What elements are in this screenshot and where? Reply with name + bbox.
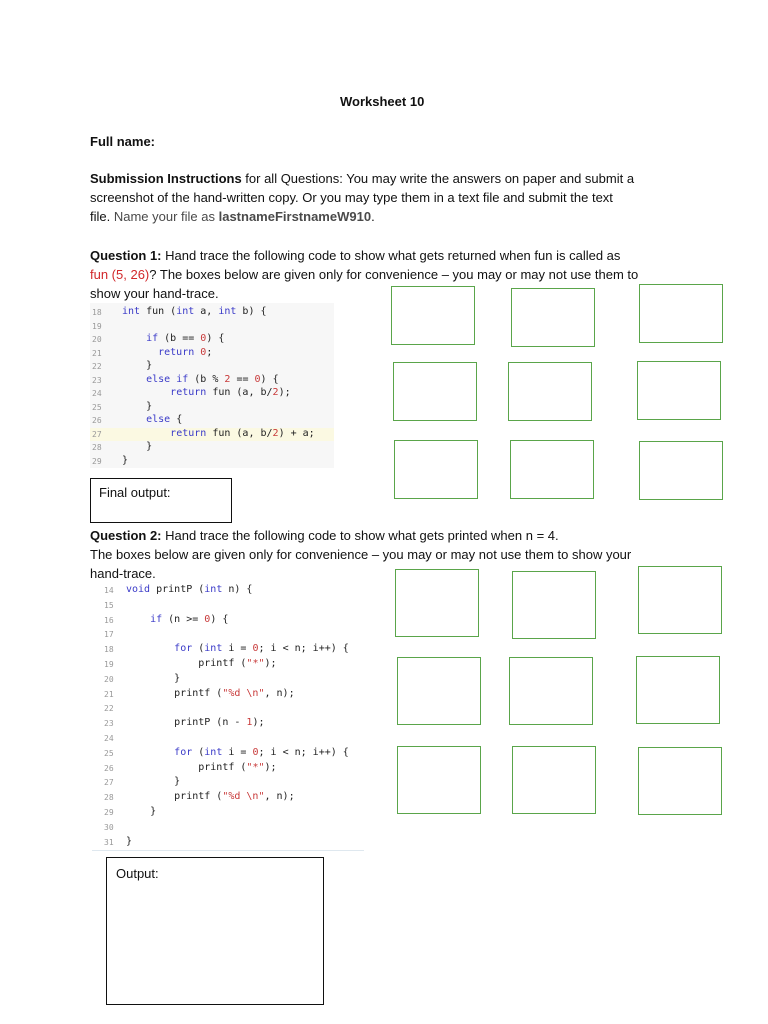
instructions-line2: screenshot of the hand-written copy. Or you may type them in a text file and submit the text	[90, 190, 613, 205]
q1-text2: ? The boxes below are given only for convenience – you may or may not use them to	[149, 267, 639, 282]
code-line	[92, 599, 364, 614]
code-line-number: 22	[92, 362, 102, 371]
code-line-number: 27	[92, 429, 102, 439]
q1-output-label: Final output:	[99, 485, 171, 500]
code-line-text: return 0;	[158, 346, 213, 358]
code-line-text: if (n >= 0) {	[150, 613, 229, 625]
code-line-number: 20	[92, 335, 102, 344]
q1-final-output-box[interactable]	[90, 478, 232, 523]
code-line-text: for (int i = 0; i < n; i++) {	[174, 643, 349, 655]
code-line-text: return fun (a, b/2) + a;	[170, 427, 315, 439]
code-line-text: printf ("%d \n", n);	[126, 687, 295, 699]
code-line	[90, 320, 334, 334]
code-line-number: 24	[104, 734, 114, 743]
code-line-number: 17	[104, 630, 114, 640]
code-line	[92, 673, 364, 688]
code-line-text: printP (n - 1);	[126, 717, 265, 729]
code-line-number: 19	[104, 660, 114, 669]
q2-text3: hand-trace.	[90, 566, 156, 581]
code-line	[90, 374, 334, 388]
code-line	[92, 747, 364, 762]
code-line-text: }	[122, 441, 153, 452]
q1-trace-box[interactable]	[508, 362, 592, 421]
instructions-filename: lastnameFirstnameW910	[218, 209, 372, 224]
code-line-number: 18	[104, 645, 114, 655]
code-line-number: 29	[92, 456, 102, 466]
q1-trace-box[interactable]	[393, 362, 477, 421]
code-line	[90, 414, 334, 428]
code-line	[92, 717, 364, 732]
code-line-text: }	[126, 672, 181, 684]
code-line-number: 29	[104, 808, 114, 817]
code-line	[92, 791, 364, 806]
code-line	[92, 776, 364, 791]
code-line	[90, 306, 334, 320]
code-line-number: 21	[92, 348, 102, 358]
q1-trace-box[interactable]	[639, 284, 723, 343]
q1-trace-box[interactable]	[639, 441, 723, 500]
code-line-text: int fun (int a, int b) {	[122, 306, 267, 317]
code-line-number: 20	[104, 674, 114, 684]
q1-trace-box[interactable]	[391, 286, 475, 345]
code-line-number: 19	[92, 321, 102, 331]
code-line	[92, 658, 364, 673]
code-line	[90, 401, 334, 415]
q2-trace-box[interactable]	[636, 656, 720, 724]
submission-instructions	[90, 169, 730, 226]
code-line-text: for (int i = 0; i < n; i++) {	[174, 746, 349, 758]
q1-trace-box[interactable]	[394, 440, 478, 499]
code-line	[90, 333, 334, 347]
code-line-text: printf ("%d \n", n);	[126, 791, 295, 803]
code-line	[92, 614, 364, 629]
code-line-number: 14	[104, 586, 114, 595]
code-line-text: else if (b % 2 == 0) {	[146, 373, 279, 385]
code-line-number: 28	[104, 793, 114, 803]
code-line-text: }	[126, 806, 157, 817]
code-line-number: 25	[104, 748, 114, 758]
code-line-number: 23	[92, 375, 102, 385]
q2-code-block	[92, 583, 364, 851]
code-line	[90, 347, 334, 361]
code-line	[92, 732, 364, 747]
instructions-line3-start: file.	[90, 209, 114, 224]
code-line-text: return fun (a, b/2);	[170, 387, 291, 398]
code-line-text: }	[126, 835, 133, 847]
code-line	[92, 584, 364, 599]
code-line	[92, 628, 364, 643]
code-line-text: }	[122, 360, 153, 371]
code-line-number: 30	[104, 822, 114, 832]
full-name-label: Full name:	[90, 134, 156, 149]
code-line-number: 24	[92, 389, 102, 398]
q2-text2: The boxes below are given only for convenience – you may or may not use them to show your	[90, 547, 632, 562]
code-line-text: }	[122, 400, 153, 412]
code-line-text: if (b == 0) {	[146, 333, 225, 344]
q1-text3: show your hand-trace.	[90, 286, 219, 301]
code-line-number: 16	[104, 615, 114, 625]
q1-code-block	[90, 303, 334, 468]
code-line-text: void printP (int n) {	[126, 584, 253, 595]
code-line-text: else {	[146, 414, 183, 425]
code-line-number: 26	[92, 416, 102, 425]
instructions-line1: for all Questions: You may write the answers on paper and submit a	[241, 171, 635, 186]
code-line-number: 28	[92, 443, 102, 452]
q2-trace-box[interactable]	[512, 746, 596, 814]
q1-call: fun (5, 26)	[90, 267, 150, 282]
q2-trace-box[interactable]	[638, 566, 722, 634]
code-line	[92, 688, 364, 703]
code-line-text: printf ("*");	[126, 761, 277, 773]
code-line-number: 18	[92, 308, 102, 317]
code-line	[90, 455, 334, 469]
q2-trace-box[interactable]	[397, 746, 481, 814]
code-line	[92, 702, 364, 717]
code-line-number: 27	[104, 778, 114, 788]
q1-text1: Hand trace the following code to show what gets returned when fun is called as	[161, 248, 621, 263]
code-line	[92, 836, 364, 851]
q2-trace-box[interactable]	[638, 747, 722, 815]
code-line	[92, 806, 364, 821]
q2-trace-box[interactable]	[512, 571, 596, 639]
q1-trace-box[interactable]	[511, 288, 595, 347]
code-line-number: 26	[104, 763, 114, 773]
code-line-number: 15	[104, 600, 114, 610]
code-line-number: 31	[104, 837, 114, 847]
code-line-number: 25	[92, 402, 102, 412]
instructions-lead: Submission Instructions	[90, 171, 242, 186]
q2-trace-box[interactable]	[395, 569, 479, 637]
code-line	[90, 387, 334, 401]
code-line-number: 21	[104, 689, 114, 699]
instructions-line3-name: Name your file as	[113, 209, 219, 224]
code-line	[92, 821, 364, 836]
q1-trace-box[interactable]	[637, 361, 721, 420]
q2-trace-box[interactable]	[397, 657, 481, 725]
q2-label: Question 2:	[90, 528, 162, 543]
q1-label: Question 1:	[90, 248, 162, 263]
code-line	[92, 762, 364, 777]
page-title: Worksheet 10	[340, 94, 425, 109]
code-line	[90, 428, 334, 442]
q2-trace-box[interactable]	[509, 657, 593, 725]
code-line-number: 22	[104, 704, 114, 714]
q2-output-label: Output:	[116, 866, 159, 881]
q1-trace-box[interactable]	[510, 440, 594, 499]
q2-text1: Hand trace the following code to show what gets printed when n = 4.	[161, 528, 559, 543]
instructions-line3-end: .	[371, 209, 375, 224]
code-line	[90, 360, 334, 374]
code-line-text: }	[126, 776, 181, 788]
code-line-number: 23	[104, 719, 114, 729]
code-line	[92, 643, 364, 658]
code-line-text: }	[122, 454, 129, 466]
code-line-text: printf ("*");	[126, 658, 277, 669]
code-line	[90, 441, 334, 455]
q2-output-box[interactable]	[106, 857, 324, 1005]
